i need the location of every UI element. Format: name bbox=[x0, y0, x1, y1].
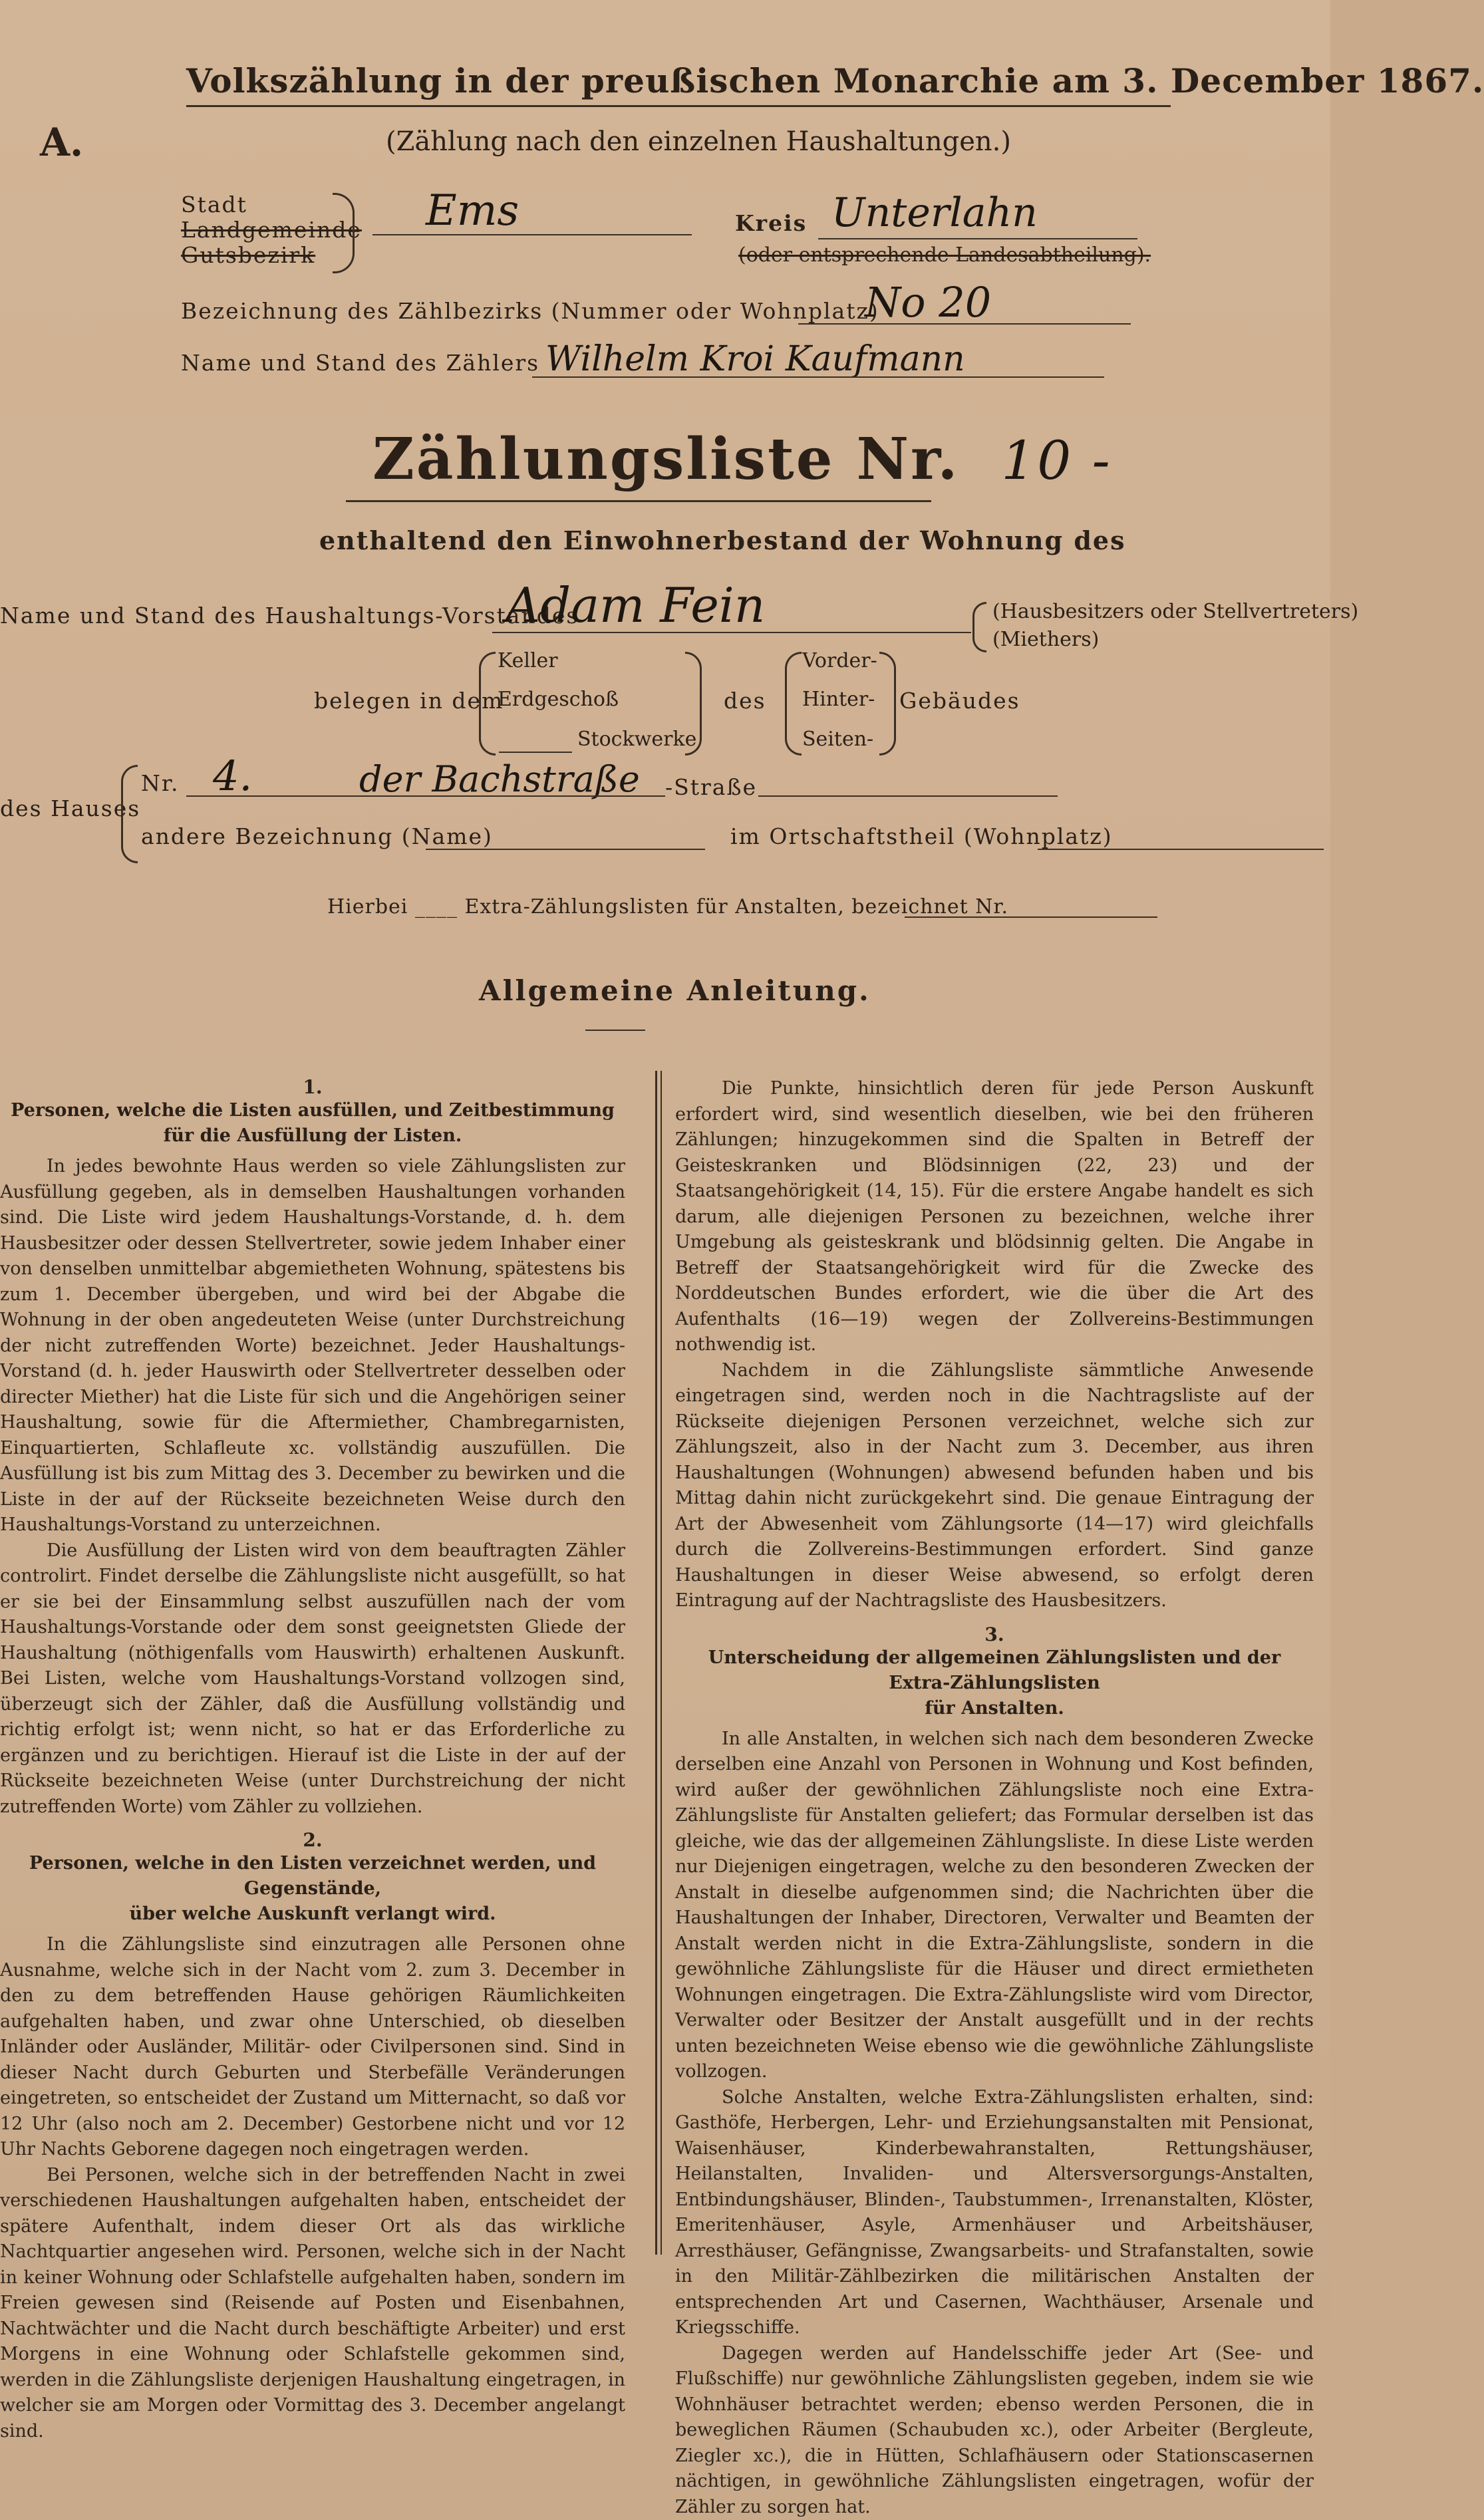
floor-erdgeschoss: Erdgeschoß bbox=[498, 688, 619, 711]
ortschaft-label: im Ortschaftstheil (Wohnplatz) bbox=[730, 823, 1113, 849]
strasse-label: -Straße bbox=[665, 774, 757, 800]
strasse-line bbox=[186, 795, 665, 797]
floors-brace-right bbox=[685, 652, 702, 756]
haus-brace bbox=[121, 765, 138, 863]
section-2-heading-2: über welche Auskunft verlangt wird. bbox=[0, 1901, 625, 1927]
column-divider bbox=[655, 1071, 657, 2255]
section-3-paragraph-3: Dagegen werden auf Handelsschiffe jeder Art (See- und Flußschiffe) nur gewöhnliche Zählungslisten gegeben, indem sie wie Wohnhäuser betrachtet werden; ebenso werden Personen, die in beweglichen Räumen (Schaubuden xc.), oder Arbeiter (Bergleute, Ziegler xc.), die in Hütten, Schlafhäusern oder Stationscasernen nächtigen, in gewöhnliche Zählungslisten eingetragen, wofür der Zähler zu sorgen hat. bbox=[675, 2341, 1314, 2520]
liste-value: 10 - bbox=[1001, 430, 1112, 491]
kreis-line bbox=[818, 238, 1137, 239]
andere-line bbox=[426, 849, 705, 850]
right-column bbox=[675, 1076, 1314, 2520]
section-2-paragraph-1: In die Zählungsliste sind einzutragen alle Personen ohne Ausnahme, welche sich in der Nacht vom 2. zum 3. December in den zu dem betreffenden Hause gehörigen Räumlichkeiten aufgehalten haben, und zwar ohne Unterschied, ob dieselben Inländer oder Ausländer, Militär- oder Civilpersonen sind. Sind in dieser Nacht durch Geburten und Sterbefälle Veränderungen eingetreten, so entscheidet der Zustand um Mitternacht, so daß vor 12 Uhr (also noch am 2. December) Gestorbene nicht und vor 12 Uhr Nachts Geborene dagegen noch eingetragen werden. bbox=[0, 1932, 625, 2163]
liste-label: Zählungsliste Nr. bbox=[372, 426, 959, 493]
zaehler-line bbox=[532, 376, 1104, 378]
section-1-number: 1. bbox=[0, 1076, 625, 1098]
gebaeude-label: Gebäudes bbox=[899, 688, 1020, 714]
title-rule bbox=[186, 105, 1171, 107]
section-3-number: 3. bbox=[675, 1623, 1314, 1645]
belegen-label: belegen in dem bbox=[314, 688, 504, 714]
vorstand-value: Adam Fein bbox=[506, 577, 765, 633]
section-3-paragraph-2: Solche Anstalten, welche Extra-Zählungslisten erhalten, sind: Gasthöfe, Herbergen, Lehr- und Erziehungsanstalten mit Pensionat, Waisenhäuser, Kinderbewahranstalten, Rettungshäuser, Heilanstalten, Invaliden- und Altersversorgungs-Anstalten, Entbindungshäuser, Blinden-, Taubstummen-, Irrenanstalten, Klöster, Emeritenhäuser, Asyle, Armenhäuser und Arbeitshäuser, Arresthäuser, Gefängnisse, Zwangsarbeits- und Strafanstalten, sowie in den Militär-Zählbezirken die militärischen Anstalten der entsprechenden Art und Casernen, Wachthäuser, Arsenale und Kriegsschiffe. bbox=[675, 2085, 1314, 2341]
strasse-line-2 bbox=[758, 795, 1058, 797]
section-1-paragraph-1: In jedes bewohnte Haus werden so viele Zählungslisten zur Ausfüllung gegeben, als in demselben Haushaltungen vorhanden sind. Die Liste wird jedem Haushaltungs-Vorstande, d. h. dem Hausbesitzer oder dessen Stellvertreter, sowie jedem Inhaber einer von denselben unmittelbar abgemietheten Wohnung, spätestens bis zum 1. December übergeben, und wird bei der Abgabe die Wohnung in der oben angedeuteten Weise (unter Durchstreichung der nicht zutreffenden Worte) bezeichnet. Jeder Haushaltungs-Vorstand (d. h. jeder Hauswirth oder Stellvertreter desselben oder directer Miether) hat die Liste für sich und die Angehörigen seiner Haushaltung, sowie für die Aftermiether, Chambregarnisten, Einquartierten, Schlafleute xc. vollständig auszufüllen. Die Ausfüllung ist bis zum Mittag des 3. December zu bewirken und die Liste in der auf der Rückseite bezeichneten Weise durch den Haushaltungs-Vorstand zu unterzeichnen. bbox=[0, 1154, 625, 1538]
stockwerk-line bbox=[499, 752, 572, 753]
liste-heading bbox=[372, 426, 1112, 493]
haus-nr-label: Nr. bbox=[141, 770, 180, 796]
des-label: des bbox=[724, 688, 766, 714]
vorstand-note-1: (Hausbesitzers oder Stellvertreters) bbox=[992, 600, 1358, 623]
vorstand-brace bbox=[972, 602, 986, 652]
section-3-paragraph-1: In alle Anstalten, in welchen sich nach dem besonderen Zwecke derselben eine Anzahl von Personen in Wohnung und Kost befinden, wird außer der gewöhnlichen Zählungsliste noch eine Extra-Zählungsliste für Anstalten geliefert; das Formular derselben ist das gleiche, wie das der allgemeinen Zählungsliste. In diese Liste werden nur Diejenigen eingetragen, welche zu den besonderen Zwecken der Anstalt in dieselbe aufgenommen sind; die Nachrichten über die Haushaltungen der Inhaber, Directoren, Verwalter und Beamten der Anstalt werden nicht in die Extra-Zählungsliste, sondern in die gewöhnliche Zählungsliste für die Häuser und direct ermietheten Wohnungen eingetragen. Die Extra-Zählungsliste wird vom Director, Verwalter oder Besitzer der Anstalt ausgefüllt und in der rechts unten bezeichneten Weise ebenso wie die gewöhnliche Zählungsliste vollzogen. bbox=[675, 1727, 1314, 2085]
stadt-label: Stadt bbox=[181, 192, 247, 217]
sides-brace-right bbox=[879, 652, 896, 756]
gutsbezirk-label: Gutsbezirk bbox=[181, 242, 315, 268]
side-hinter: Hinter- bbox=[802, 688, 875, 711]
section-1-heading-1: Personen, welche die Listen ausfüllen, und Zeitbestimmung bbox=[0, 1098, 625, 1123]
haus-nr-value: 4. bbox=[213, 752, 252, 800]
form-letter: A. bbox=[40, 120, 83, 165]
kreis-value: Unterlahn bbox=[831, 190, 1038, 236]
floor-stockwerke: Stockwerke bbox=[577, 728, 696, 751]
side-seiten: Seiten- bbox=[802, 728, 873, 751]
section-2-heading-1: Personen, welche in den Listen verzeichnet werden, und Gegenstände, bbox=[0, 1851, 625, 1901]
zaehlbezirk-value: No 20 bbox=[865, 278, 991, 327]
kreis-label: Kreis bbox=[735, 210, 807, 236]
anleitung-rule bbox=[585, 1030, 645, 1031]
enthaltend-line: enthaltend den Einwohnerbestand der Wohnung des bbox=[319, 525, 1125, 555]
andere-label: andere Bezeichnung (Name) bbox=[141, 823, 493, 849]
stadt-value: Ems bbox=[426, 186, 519, 235]
section-2-continued bbox=[675, 1076, 1314, 1614]
section-3-text bbox=[675, 1727, 1314, 2520]
location-brace bbox=[333, 193, 355, 273]
landgemeinde-label: Landgemeinde bbox=[181, 217, 362, 243]
section-2-number: 2. bbox=[0, 1829, 625, 1851]
column-divider-inner bbox=[661, 1071, 662, 2255]
zaehlbezirk-label: Bezeichnung des Zählbezirks (Nummer oder Wohnplatz) bbox=[181, 298, 879, 324]
section-2-paragraph-2: Bei Personen, welche sich in der betreffenden Nacht in zwei verschiedenen Haushaltungen aufgehalten haben, entscheidet der spätere Aufenthalt, indem dieser Ort als das wirkliche Nachtquartier angesehen wird. Personen, welche sich in der Nacht in keiner Wohnung oder Schlafstelle aufgehalten haben, sondern im Freien gewesen sind (Reisende auf Posten und Eisenbahnen, Nachtwächter und die Nacht durch beschäftigte Arbeiter) und erst Morgens in eine Wohnung oder Schlafstelle gekommen sind, werden in die Zählungsliste derjenigen Haushaltung eingetragen, in welcher sie am Morgen oder Vormittag des 3. December angelangt sind. bbox=[0, 2163, 625, 2445]
section-1-heading-2: für die Ausfüllung der Listen. bbox=[0, 1123, 625, 1149]
section-1-paragraph-2: Die Ausfüllung der Listen wird von dem beauftragten Zähler controlirt. Findet derselbe die Zählungsliste nicht ausgefüllt, so hat er sie bei der Einsammlung selbst auszufüllen nach der vom Haushaltungs-Vorstande oder dem sonst geeignetsten Gliede der Haushaltung (nöthigenfalls vom Hauswirth) erhaltenen Auskunft. Bei Listen, welche vom Haushaltungs-Vorstand vollzogen sind, überzeugt sich der Zähler, daß die Ausfüllung vollständig und richtig erfolgt ist; wenn nicht, so hat er das Erforderliche zu ergänzen und zu berichtigen. Hierauf ist die Liste in der auf der Rückseite bezeichneten Weise (unter Durchstreichung der nicht zutreffenden Worte) vom Zähler zu vollziehen. bbox=[0, 1538, 625, 1820]
strasse-value: der Bachstraße bbox=[359, 758, 640, 800]
anleitung-heading: Allgemeine Anleitung. bbox=[479, 974, 871, 1007]
zaehler-value: Wilhelm Kroi Kaufmann bbox=[545, 339, 965, 379]
right-paragraph-2: Nachdem in die Zählungsliste sämmtliche Anwesende eingetragen sind, werden noch in die Nachtragsliste auf der Rückseite diejenigen Personen verzeichnet, welche sich zur Zählungszeit, also in der Nacht zum 3. December, aus ihren Haushaltungen (Wohnungen) abwesend befunden haben und bis Mittag dahin nicht zurückgekehrt sind. Die genaue Eintragung der Art der Abwesenheit vom Zählungsorte (14—17) wird gleichfalls durch die Zollvereins-Bestimmungen erfordert. Sind ganze Haushaltungen in dieser Weise abwesend, so erfolgt deren Eintragung auf der Nachtragsliste des Hausbesitzers. bbox=[675, 1358, 1314, 1614]
vorstand-line bbox=[492, 632, 971, 633]
vorstand-label: Name und Stand des Haushaltungs-Vorstandes bbox=[0, 603, 579, 629]
section-1-text bbox=[0, 1154, 625, 1820]
des-hauses-label: des Hauses bbox=[0, 795, 140, 821]
extra-line-blank bbox=[905, 916, 1157, 918]
subtitle: (Zählung nach den einzelnen Haushaltungen.) bbox=[386, 126, 1011, 157]
sides-brace-left bbox=[785, 652, 802, 756]
section-2-text bbox=[0, 1932, 625, 2444]
kreis-note: (oder entsprechende Landesabtheilung). bbox=[738, 243, 1151, 267]
liste-rule bbox=[346, 500, 931, 502]
side-vorder: Vorder- bbox=[802, 649, 877, 672]
section-3-heading-2: für Anstalten. bbox=[675, 1696, 1314, 1721]
zaehlbezirk-line bbox=[798, 323, 1131, 325]
stadt-line bbox=[372, 234, 692, 235]
zaehler-label: Name und Stand des Zählers bbox=[181, 350, 539, 376]
form-title: Volkszählung in der preußischen Monarchie am 3. December 1867. bbox=[186, 61, 1144, 100]
right-paragraph-1: Die Punkte, hinsichtlich deren für jede Person Auskunft erfordert wird, sind wesentlich dieselben, wie bei den früheren Zählungen; hinzugekommen sind die Spalten in Betreff der Geisteskranken und Blödsinnigen (22, 23) und der Staatsangehörigkeit (14, 15). Für die erstere Angabe handelt es sich darum, alle diejenigen Personen zu bezeichnen, welche ihrer Umgebung als geisteskrank und blödsinnig gelten. Die Angabe in Betreff der Staatsangehörigkeit wird für die Zwecke des Norddeutschen Bundes erfordert, wie die über die Art des Aufenthalts (16—19) wegen der Zollvereins-Bestimmungen nothwendig ist. bbox=[675, 1076, 1314, 1358]
extra-line: Hierbei ____ Extra-Zählungslisten für Anstalten, bezeichnet Nr. bbox=[327, 895, 1008, 918]
section-3-heading-1: Unterscheidung der allgemeinen Zählungslisten und der Extra-Zählungslisten bbox=[675, 1645, 1314, 1696]
floors-brace-left bbox=[479, 652, 496, 756]
floor-keller: Keller bbox=[498, 649, 558, 672]
ortschaft-line bbox=[1038, 849, 1324, 850]
vorstand-note-2: (Miethers) bbox=[992, 628, 1099, 651]
left-column bbox=[0, 1076, 625, 2444]
